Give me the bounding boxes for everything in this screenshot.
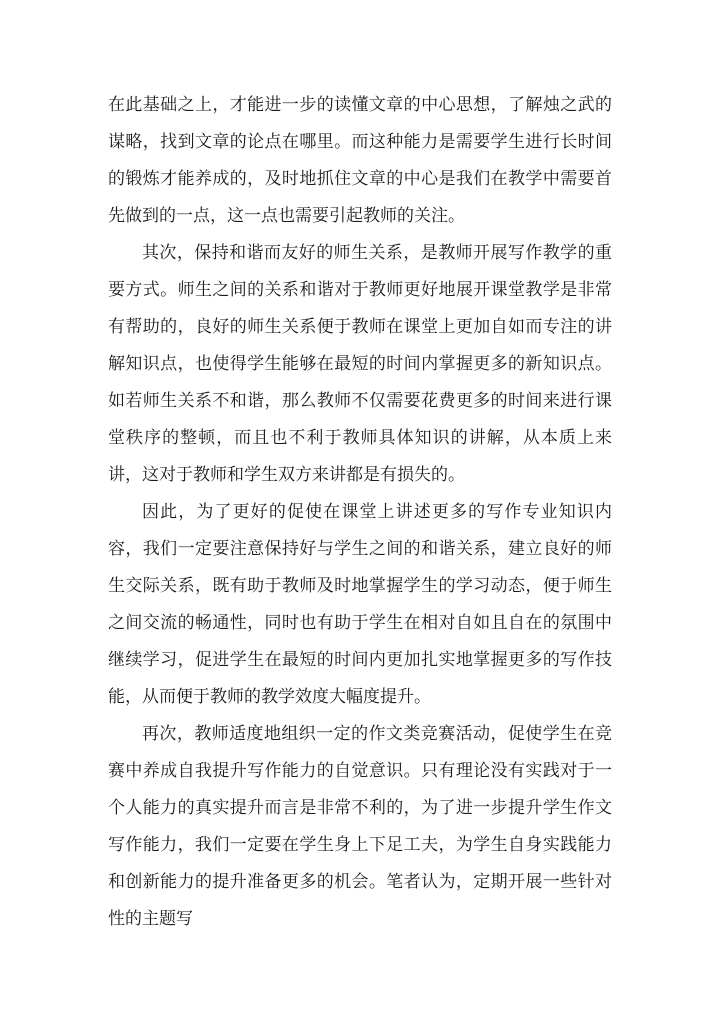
document-body (108, 87, 612, 938)
paragraph-competition-activities: 再次，教师适度地组织一定的作文类竞赛活动，促使学生在竞赛中养成自我提升写作能力的自觉意识。只有理论没有实践对于一个人能力的真实提升而言是非常不利的，为了进一步提升学生作文写作能力，我们一定要在学生身上下足工夫，为学生自身实践能力和创新能力的提升准备更多的机会。笔者认为，定期开展一些针对性的主题写 (108, 724, 612, 929)
paragraph-continuation: 在此基础之上，才能进一步的读懂文章的中心思想，了解烛之武的谋略，找到文章的论点在哪里。而这种能力是需要学生进行长时间的锻炼才能养成的，及时地抓住文章的中心是我们在教学中需要首先做到的一点，这一点也需要引起教师的关注。 (108, 95, 612, 226)
paragraph-teacher-student-relationship: 其次，保持和谐而友好的师生关系，是教师开展写作教学的重要方式。师生之间的关系和谐对于教师更好地展开课堂教学是非常有帮助的，良好的师生关系便于教师在课堂上更加自如而专注的讲解知识点，也使得学生能够在最短的时间内掌握更多的新知识点。如若师生关系不和谐，那么教师不仅需要花费更多的时间来进行课堂秩序的整顿，而且也不利于教师具体知识的讲解，从本质上来讲，这对于教师和学生双方来讲都是有损失的。 (108, 243, 612, 485)
paragraph-therefore: 因此，为了更好的促使在课堂上讲述更多的写作专业知识内容，我们一定要注意保持好与学生之间的和谐关系，建立良好的师生交际关系，既有助于教师及时地掌握学生的学习动态，便于师生之间交流的畅通性，同时也有助于学生在相对自如且自在的氛围中继续学习，促进学生在最短的时间内更加扎实地掌握更多的写作技能，从而便于教师的教学效度大幅度提升。 (108, 502, 612, 707)
